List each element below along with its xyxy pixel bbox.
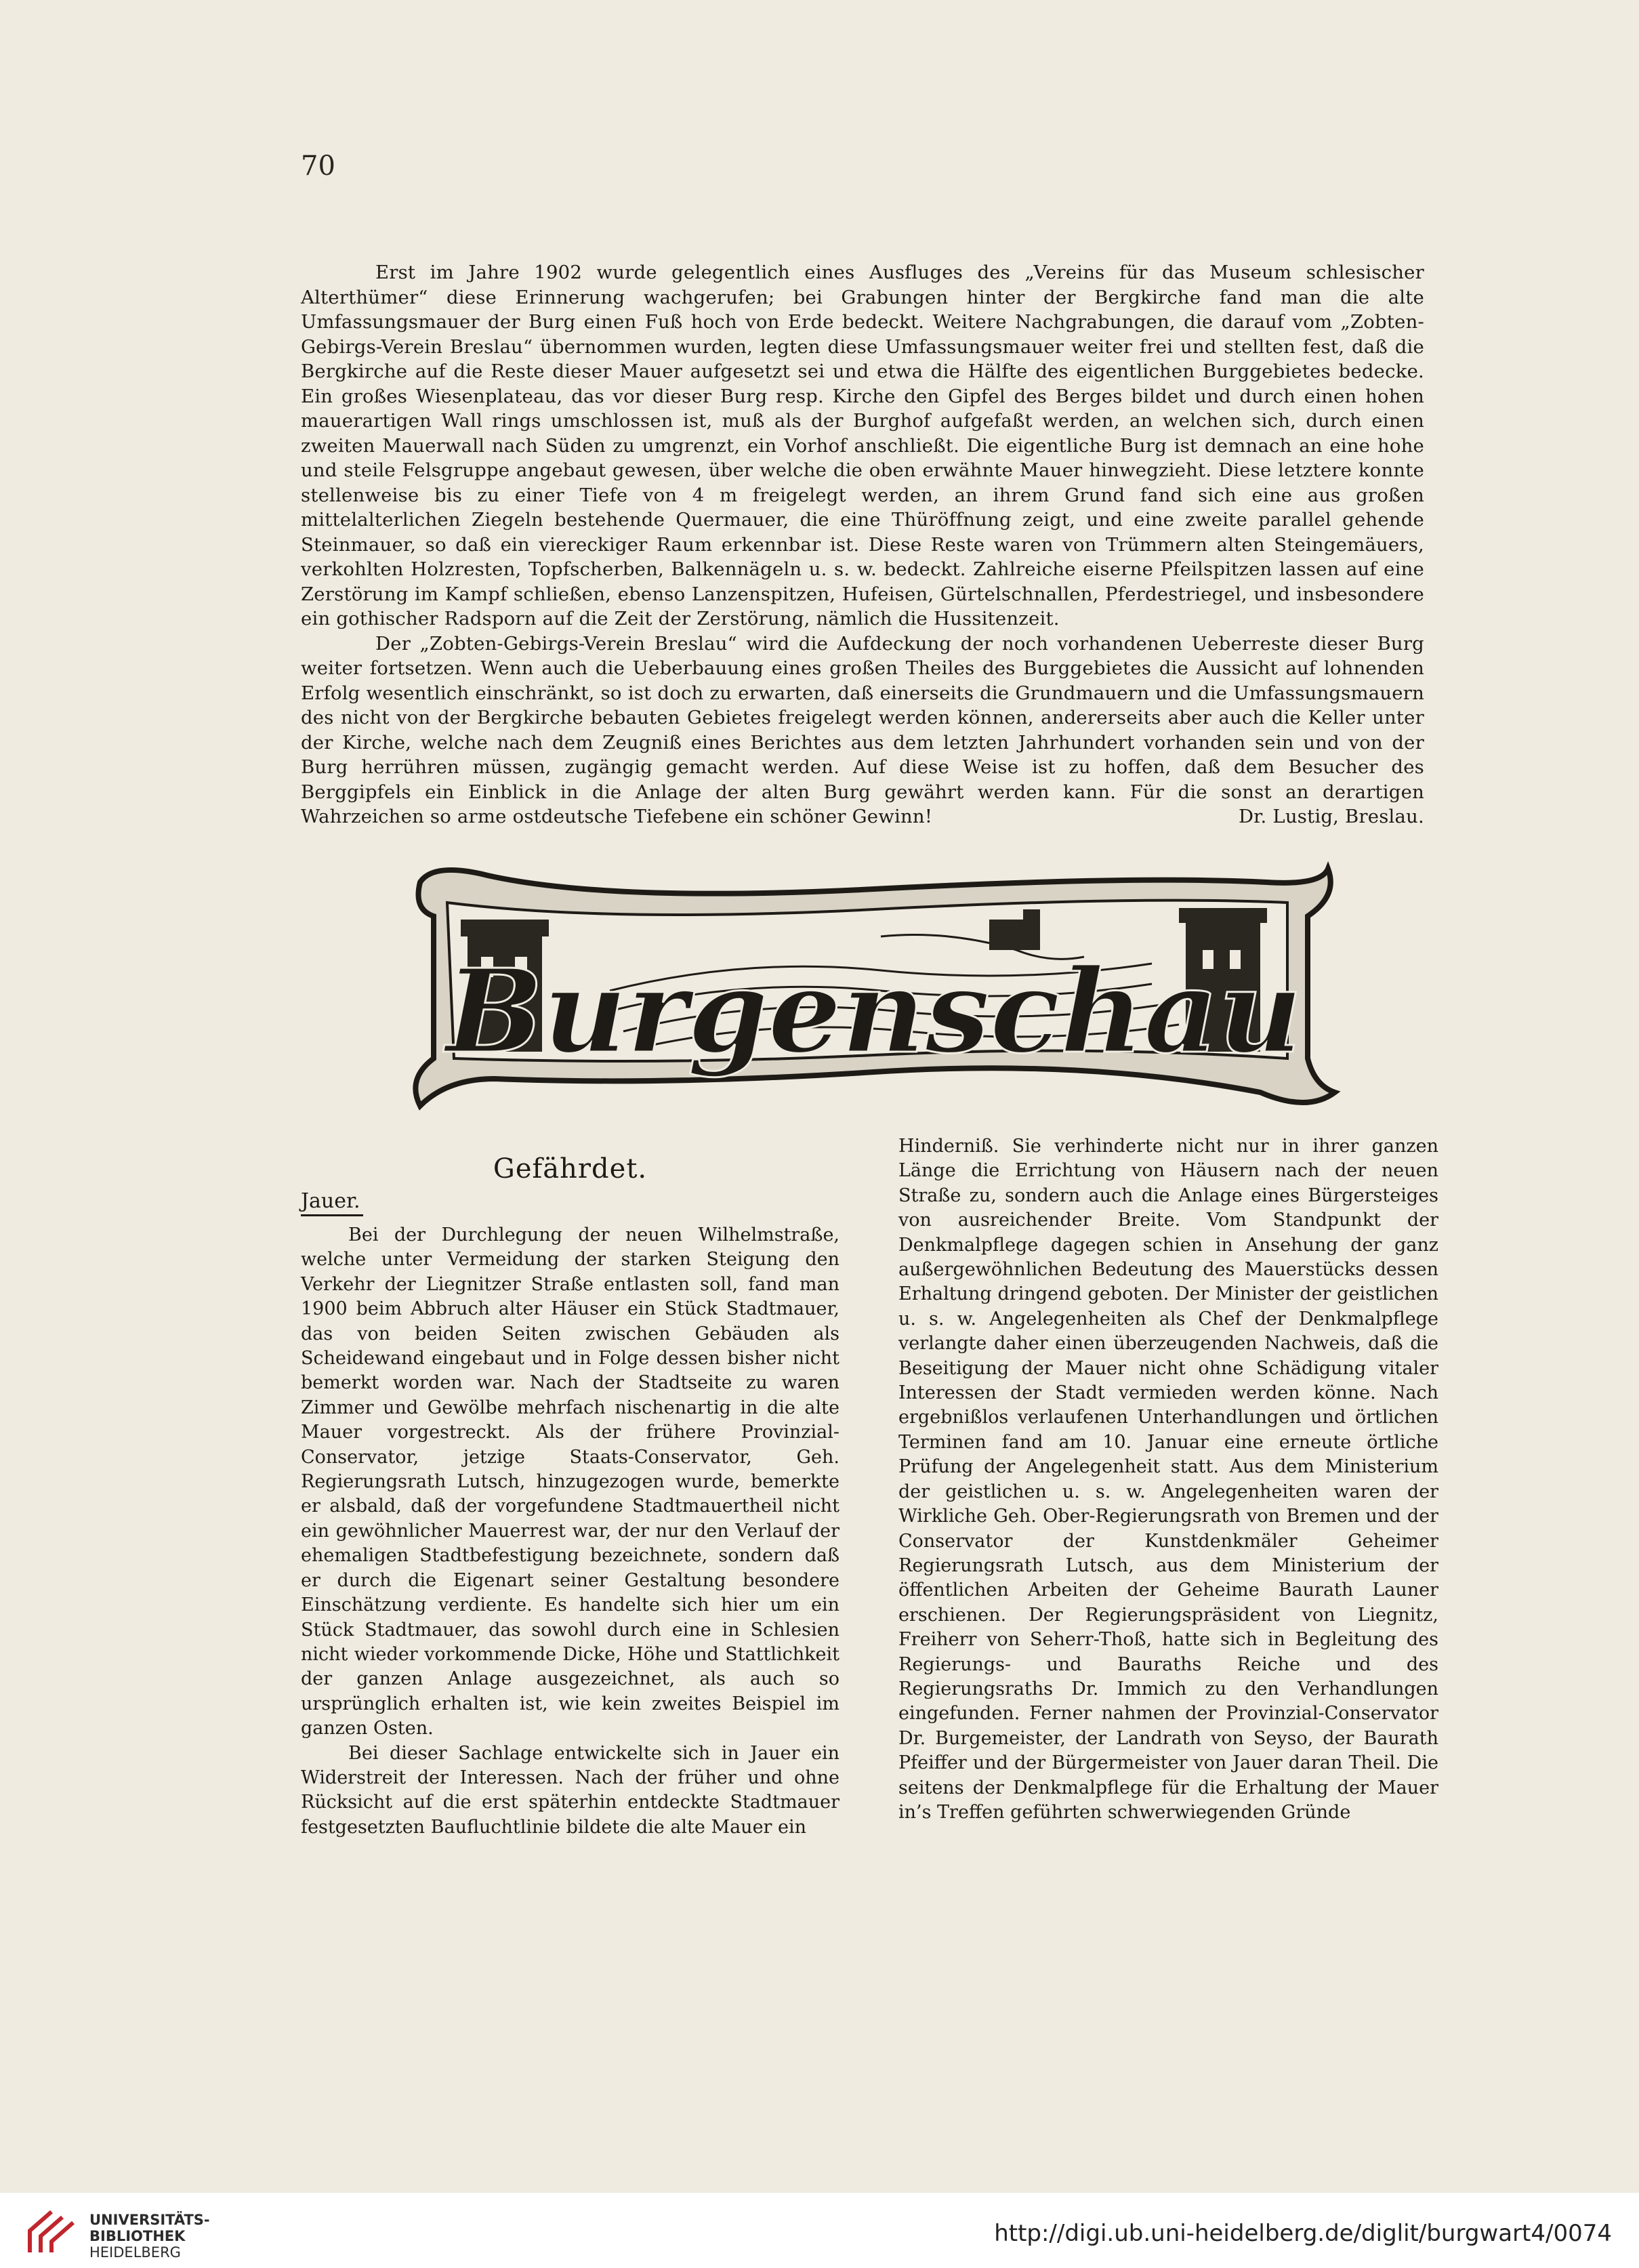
burgenschau-banner	[407, 855, 1342, 1113]
section-heading: Gefährdet.	[493, 1153, 648, 1184]
intro-text	[301, 260, 1424, 829]
library-logo-icon	[23, 2208, 77, 2256]
source-url-link[interactable]: http://digi.ub.uni-heidelberg.de/diglit/burgwart4/0074	[994, 2220, 1612, 2247]
library-name-line-3: HEIDELBERG	[89, 2244, 181, 2261]
left-paragraph-2: Bei dieser Sachlage entwickelte sich in Jauer ein Widerstreit der Interessen. Nach der früher und ohne Rücksicht auf die erst späterhin entdeckte Stadtmauer festgesetzten Baufluchtlinie bildete die alte Mauer ein	[301, 1742, 839, 1838]
library-name-line-1: UNIVERSITÄTS-	[89, 2212, 210, 2228]
place-heading: Jauer.	[301, 1189, 363, 1216]
left-paragraph-1: Bei der Durchlegung der neuen Wilhelmstraße, welche unter Vermeidung der starken Steigung den Verkehr der Liegnitzer Straße entlasten soll, fand man 1900 beim Abbruch alter Häuser ein Stück Stadtmauer, das von beiden Seiten zwischen Gebäuden als Scheidewand eingebaut und in Folge dessen bisher nicht bemerkt worden war. Nach der Stadtseite zu waren Zimmer und Gewölbe mehrfach nischenartig in die alte Mauer vorgestreckt. Als der frühere Provinzial-Conservator, jetzige Staats-Conservator, Geh. Regierungsrath Lutsch, hinzugezogen wurde, bemerkte er alsbald, daß der vorgefundene Stadtmauertheil nicht ein gewöhnlicher Mauerrest war, der nur den Verlauf der ehemaligen Stadtbefestigung bezeichnete, sondern daß er durch die Eigenart seiner Gestaltung besondere Einschätzung verdiente. Es handelte sich hier um ein Stück Stadtmauer, das sowohl durch eine in Schlesien nicht wieder vorkommende Dicke, Höhe und Stattlichkeit der ganzen Anlage ausgezeichnet, als auch so ursprünglich erhalten ist, wie kein zweites Beispiel im ganzen Osten.	[301, 1224, 839, 1739]
intro-paragraph-1: Erst im Jahre 1902 wurde gelegentlich eines Ausfluges des „Vereins für das Museum schlesischer Alterthümer“ diese Erinnerung wachgerufen; bei Grabungen hinter der Bergkirche fand man die alte Umfassungsmauer der Burg einen Fuß hoch von Erde bedeckt. Weitere Nachgrabungen, die darauf vom „Zobten-Gebirgs-Verein Breslau“ übernommen wurden, legten diese Umfassungsmauer weiter frei und stellten fest, daß die Bergkirche auf die Reste dieser Mauer aufgesetzt sei und etwa die Hälfte des eigentlichen Burggebietes bedecke. Ein großes Wiesenplateau, das vor dieser Burg resp. Kirche den Gipfel des Berges bildet und durch einen hohen mauerartigen Wall rings umschlossen ist, muß als der Burghof aufgefaßt werden, an welchen sich, durch einen zweiten Mauerwall nach Süden zu umgrenzt, ein Vorhof anschließt. Die eigentliche Burg ist demnach an eine hohe und steile Felsgruppe angebaut gewesen, über welche die oben erwähnte Mauer hinwegzieht. Diese letztere konnte stellenweise bis zu einer Tiefe von 4 m freigelegt werden, an ihrem Grund fand sich eine aus großen mittelalterlichen Ziegeln bestehende Quermauer, die eine Thüröffnung zeigt, und eine zweite parallel gehende Steinmauer, so daß ein viereckiger Raum erkennbar ist. Diese Reste waren von Trümmern alten Steingemäuers, verkohlten Holzresten, Topfscherben, Balkennägeln u. s. w. bedeckt. Zahlreiche eiserne Pfeilspitzen lassen auf eine Zerstörung im Kampf schließen, ebenso Lanzenspitzen, Hufeisen, Gürtelschnallen, Pferdestriegel, und insbesondere ein gothischer Radsporn auf die Zeit der Zerstörung, nämlich die Hussitenzeit.	[301, 262, 1424, 630]
intro-paragraph-2-text: Der „Zobten-Gebirgs-Verein Breslau“ wird die Aufdeckung der noch vorhandenen Ueberreste dieser Burg weiter fortsetzen. Wenn auch die Ueberbauung eines großen Theiles des Burggebietes die Aussicht auf lohnenden Erfolg wesentlich einschränkt, so ist doch zu erwarten, daß einerseits die Grundmauern und die Umfassungsmauern des nicht von der Bergkirche bebauten Gebietes freigelegt werden können, andererseits aber auch die Keller unter der Kirche, welche nach dem Zeugniß eines Berichtes aus dem letzten Jahrhundert vorhanden sein und von der Burg herrühren müssen, zugängig gemacht werden. Auf diese Weise ist zu hoffen, daß dem Besucher des Berggipfels ein Einblick in die Anlage der alten Burg gewährt werden kann. Für die sonst an derartigen Wahrzeichen so arme ostdeutsche Tiefebene ein schöner Gewinn!	[301, 632, 1424, 827]
library-name	[89, 2212, 210, 2261]
banner-title: Burgenschau	[445, 944, 1303, 1079]
intro-paragraph-2	[301, 632, 1424, 829]
left-column	[301, 1132, 839, 1840]
page-number: 70	[301, 150, 335, 182]
right-paragraph-1: Hinderniß. Sie verhinderte nicht nur in ihrer ganzen Länge die Errichtung von Häusern nach der neuen Straße zu, sondern auch die Anlage eines Bürgersteiges von ausreichender Breite. Vom Standpunkt der Denkmalpflege dagegen schien in Ansehung der ganz außergewöhnlichen Bedeutung des Mauerstücks dessen Erhaltung dringend geboten. Der Minister der geistlichen u. s. w. Angelegenheiten als Chef der Denkmalpflege verlangte daher einen überzeugenden Nachweis, daß die Beseitigung der Mauer nicht ohne Schädigung vitaler Interessen der Stadt vermieden werden könne. Nach ergebnißlos verlaufenen Unterhandlungen und örtlichen Terminen fand am 10. Januar eine erneute örtliche Prüfung der Angelegenheit statt. Aus dem Ministerium der geistlichen u. s. w. Angelegenheiten waren der Wirkliche Geh. Ober-Regierungsrath von Bremen und der Conservator der Kunstdenkmäler Geheimer Regierungsrath Lutsch, aus dem Ministerium der öffentlichen Arbeiten der Geheime Baurath Launer erschienen. Der Regierungspräsident von Liegnitz, Freiherr von Seherr-Thoß, hatte sich in Begleitung des Regierungs- und Bauraths Reiche und des Regierungsraths Dr. Immich zu den Verhandlungen eingefunden. Ferner nahmen der Provinzial-Conservator Dr. Burgemeister, der Landrath von Seyso, der Baurath Pfeiffer und der Bürgermeister von Jauer daran Theil. Die seitens der Denkmalpflege für die Erhaltung der Mauer in’s Treffen geführten schwerwiegenden Gründe	[898, 1136, 1438, 1823]
library-name-line-2: BIBLIOTHEK	[89, 2228, 186, 2244]
author-signature: Dr. Lustig, Breslau.	[1238, 806, 1424, 827]
footer-bar	[0, 2193, 1639, 2268]
right-column	[898, 1134, 1438, 1825]
